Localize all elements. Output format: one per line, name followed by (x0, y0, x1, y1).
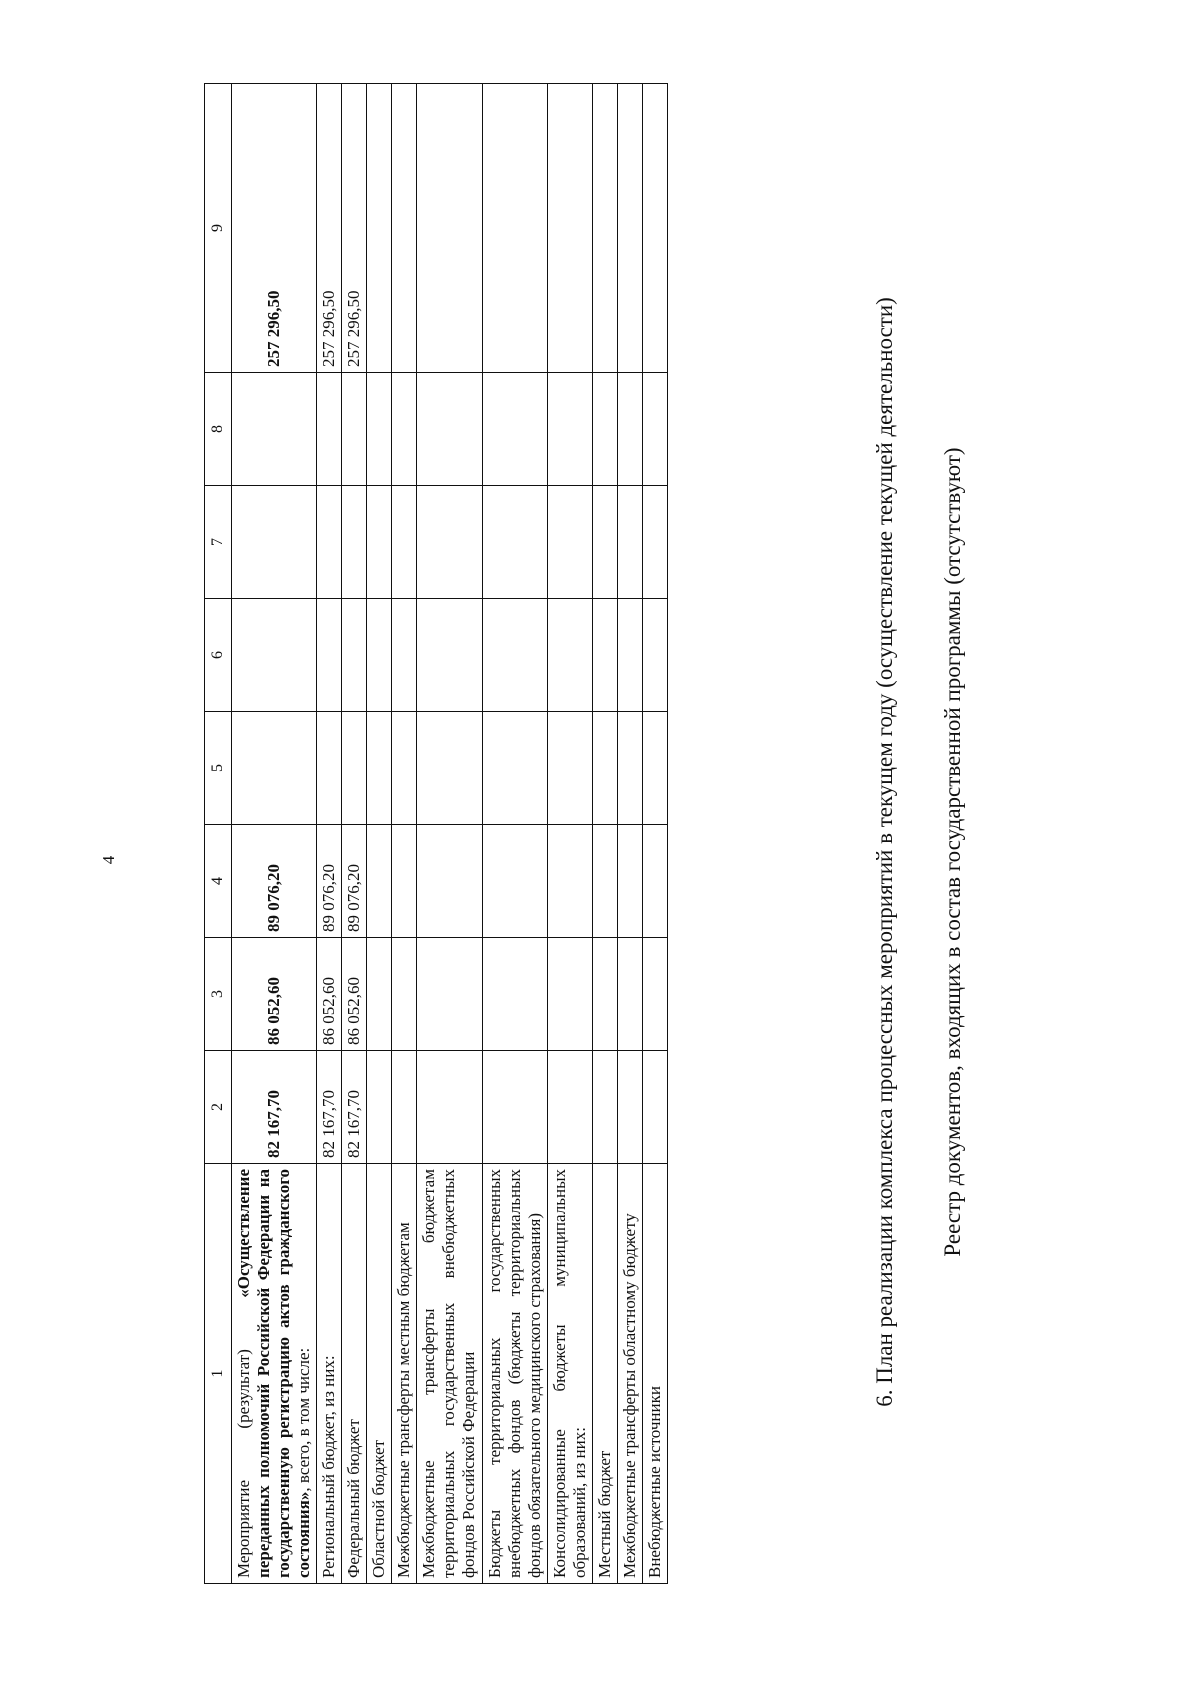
table-row (547, 84, 592, 1584)
value-cell (317, 486, 342, 599)
value-cell (392, 712, 417, 825)
row-label: Консолидированные бюджеты муниципальных образований, из них: (547, 1164, 592, 1584)
value-cell (547, 373, 592, 486)
value-cell (642, 825, 667, 938)
value-cell: 82 167,70 (317, 1051, 342, 1164)
value-cell: 82 167,70 (342, 1051, 367, 1164)
row-label: Областной бюджет (367, 1164, 392, 1584)
value-cell: 86 052,60 (317, 938, 342, 1051)
value-cell (367, 486, 392, 599)
value-cell: 86 052,60 (232, 938, 317, 1051)
value-cell (392, 486, 417, 599)
header-cell: 1 (205, 1164, 232, 1584)
value-cell (342, 373, 367, 486)
value-cell (592, 938, 617, 1051)
value-cell: 82 167,70 (232, 1051, 317, 1164)
value-cell (617, 825, 642, 938)
value-cell (642, 712, 667, 825)
value-cell (392, 373, 417, 486)
value-cell (367, 599, 392, 712)
value-cell (592, 825, 617, 938)
value-cell (367, 712, 392, 825)
value-cell (547, 712, 592, 825)
header-cell: 6 (205, 599, 232, 712)
value-cell (232, 599, 317, 712)
value-cell: 86 052,60 (342, 938, 367, 1051)
value-cell (617, 1051, 642, 1164)
value-cell (367, 938, 392, 1051)
value-cell (617, 712, 642, 825)
table-row-main-activity (232, 84, 317, 1584)
value-cell (342, 486, 367, 599)
value-cell (482, 373, 547, 486)
value-cell (592, 486, 617, 599)
value-cell (592, 84, 617, 373)
table-row (617, 84, 642, 1584)
value-cell (367, 373, 392, 486)
value-cell: 257 296,50 (342, 84, 367, 373)
section-6-title: 6. План реализации комплекса процессных мероприятий в текущем году (осуществление текущей деятельности) (872, 297, 897, 1407)
value-cell (232, 486, 317, 599)
header-cell: 5 (205, 712, 232, 825)
value-cell (482, 486, 547, 599)
table-row (417, 84, 482, 1584)
value-cell (547, 1051, 592, 1164)
value-cell (642, 1051, 667, 1164)
table-row (392, 84, 417, 1584)
header-cell: 8 (205, 373, 232, 486)
value-cell (232, 373, 317, 486)
table-header-row (205, 84, 232, 1584)
value-cell (482, 712, 547, 825)
value-cell: 257 296,50 (317, 84, 342, 373)
row-label: Местный бюджет (592, 1164, 617, 1584)
value-cell (342, 599, 367, 712)
row-label: Внебюджетные источники (642, 1164, 667, 1584)
value-cell (617, 599, 642, 712)
value-cell (317, 712, 342, 825)
value-cell (482, 938, 547, 1051)
header-cell: 3 (205, 938, 232, 1051)
value-cell (367, 825, 392, 938)
value-cell (617, 373, 642, 486)
value-cell (547, 938, 592, 1051)
value-cell (417, 825, 482, 938)
activity-title: «Осуществление переданных полномочий Российской Федерации на государственную регистрацию актов гражданского состояния» (234, 1169, 314, 1578)
table-row (482, 84, 547, 1584)
value-cell (417, 599, 482, 712)
value-cell (317, 373, 342, 486)
table-row (592, 84, 617, 1584)
value-cell (367, 84, 392, 373)
value-cell (232, 712, 317, 825)
header-cell: 2 (205, 1051, 232, 1164)
value-cell: 89 076,20 (317, 825, 342, 938)
value-cell (417, 1051, 482, 1164)
row-label: Межбюджетные трансферты местным бюджетам (392, 1164, 417, 1584)
value-cell (417, 373, 482, 486)
value-cell (547, 84, 592, 373)
page-number: 4 (99, 855, 118, 865)
financing-table (204, 83, 668, 1584)
row-label: Региональный бюджет, из них: (317, 1164, 342, 1584)
header-cell: 4 (205, 825, 232, 938)
value-cell (482, 825, 547, 938)
row-label: Бюджеты территориальных государственных внебюджетных фондов (бюджеты территориальных фондов обязательного медицинского страхования) (482, 1164, 547, 1584)
table-row (342, 84, 367, 1584)
table-row (317, 84, 342, 1584)
value-cell (417, 486, 482, 599)
value-cell (617, 938, 642, 1051)
value-cell (392, 938, 417, 1051)
value-cell (547, 599, 592, 712)
value-cell (642, 373, 667, 486)
activity-name-cell (232, 1164, 317, 1584)
value-cell (317, 599, 342, 712)
value-cell (617, 486, 642, 599)
table-row (642, 84, 667, 1584)
value-cell (547, 486, 592, 599)
value-cell (592, 373, 617, 486)
header-cell: 7 (205, 486, 232, 599)
value-cell (342, 712, 367, 825)
value-cell (592, 1051, 617, 1164)
value-cell (642, 84, 667, 373)
value-cell: 257 296,50 (232, 84, 317, 373)
value-cell: 89 076,20 (232, 825, 317, 938)
value-cell: 89 076,20 (342, 825, 367, 938)
value-cell (642, 486, 667, 599)
activity-suffix: , всего, в том числе: (294, 1347, 314, 1492)
row-label: Межбюджетные трансферты бюджетам территориальных государственных внебюджетных фондов Российской Федерации (417, 1164, 482, 1584)
activity-prefix: Мероприятие (результат) (234, 1297, 253, 1578)
value-cell (392, 84, 417, 373)
value-cell (617, 84, 642, 373)
row-label: Федеральный бюджет (342, 1164, 367, 1584)
registry-title: Реестр документов, входящих в состав государственной программы (отсутствуют) (940, 447, 965, 1257)
value-cell (417, 712, 482, 825)
value-cell (642, 599, 667, 712)
value-cell (392, 599, 417, 712)
value-cell (547, 825, 592, 938)
value-cell (417, 938, 482, 1051)
value-cell (592, 599, 617, 712)
value-cell (482, 1051, 547, 1164)
row-label: Межбюджетные трансферты областному бюджету (617, 1164, 642, 1584)
value-cell (367, 1051, 392, 1164)
value-cell (592, 712, 617, 825)
value-cell (392, 1051, 417, 1164)
table-row (367, 84, 392, 1584)
value-cell (392, 825, 417, 938)
value-cell (642, 938, 667, 1051)
value-cell (482, 599, 547, 712)
header-cell: 9 (205, 84, 232, 373)
value-cell (482, 84, 547, 373)
value-cell (417, 84, 482, 373)
